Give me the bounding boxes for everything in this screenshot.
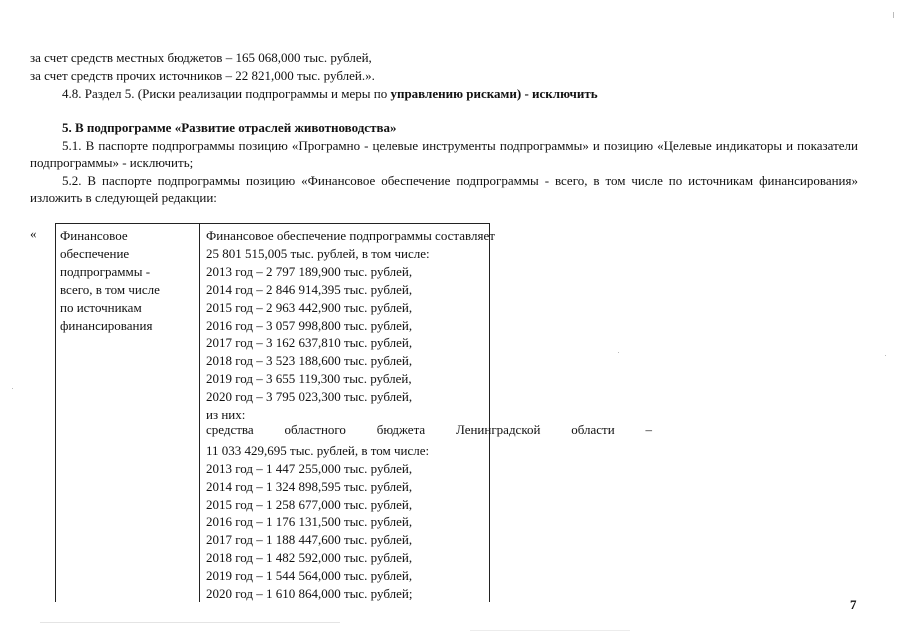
left-cell-line: подпрограммы - [60,264,151,279]
item-5-1: 5.1. В паспорте подпрограммы позицию «Програмно - целевые инструменты подпрограммы» и позицию «Целевые индикаторы и показатели подпрограммы» - исключить; [30,138,858,170]
right-cell-line: 2015 год – 2 963 442,900 тыс. рублей, [206,299,413,315]
right-cell-line: Финансовое обеспечение подпрограммы составляет [206,228,495,243]
funding-word: бюджета [376,422,426,437]
opening-quote: « [30,226,37,241]
funding-word: областного [284,422,346,437]
right-cell-line: 2015 год – 1 258 677,000 тыс. рублей, [206,496,413,512]
intro-line: за счет средств местных бюджетов – 165 068,000 тыс. рублей, [30,50,372,65]
left-cell-line: финансирования [60,318,153,333]
right-cell-line: 2016 год – 1 176 131,500 тыс. рублей, [206,514,413,530]
right-cell-line: 2013 год – 2 797 189,900 тыс. рублей, [206,263,413,279]
right-cell-line: 2016 год – 3 057 998,800 тыс. рублей, [206,317,413,333]
left-cell-line: всего, в том числе [60,282,160,297]
right-cell-line: 2017 год – 3 162 637,810 тыс. рублей, [206,335,413,351]
funding-word: – [645,422,652,437]
right-cell-line: 2018 год – 3 523 188,600 тыс. рублей, [206,353,413,369]
scan-speck [40,622,340,623]
scan-speck [470,630,630,631]
item-5-2: 5.2. В паспорте подпрограммы позицию «Финансовое обеспечение подпрограммы - всего, в том числе по источникам финансирования» изложить в следующей редакции: [30,173,858,205]
funding-table [55,223,495,602]
left-cell-line: обеспечение [60,246,130,261]
table-left-cell [60,227,195,335]
funding-word: средства [206,422,254,437]
item-4-8-bold-text: управлению рисками) - исключить [390,86,598,101]
right-cell-line: 2020 год – 3 795 023,300 тыс. рублей, [206,389,413,405]
left-cell-line: Финансовое [60,228,128,243]
right-cell-line: 2019 год – 3 655 119,300 тыс. рублей, [206,371,412,387]
right-cell-line: 25 801 515,005 тыс. рублей, в том числе: [206,245,430,261]
right-cell-line: 2020 год – 1 610 864,000 тыс. рублей; [206,586,413,602]
funding-word: Ленинградской [455,422,541,437]
right-cell-line: 2017 год – 1 188 447,600 тыс. рублей, [206,532,413,548]
section-heading: 5. В подпрограмме «Развитие отраслей животноводства» [62,120,397,135]
scan-speck [618,352,619,353]
table-right-cell [206,227,495,603]
right-cell-line: 2014 год – 1 324 898,595 тыс. рублей, [206,478,413,494]
table-column-divider [199,224,200,602]
left-cell-line: по источникам [60,300,142,315]
right-cell-line: 2013 год – 1 447 255,000 тыс. рублей, [206,460,413,476]
right-cell-line: 2014 год – 2 846 914,395 тыс. рублей, [206,281,413,297]
right-cell-line: из них: [206,407,246,423]
scan-speck [12,388,13,389]
funding-word: области [571,422,615,437]
right-cell-line: 2018 год – 1 482 592,000 тыс. рублей, [206,550,413,566]
right-cell-line: 11 033 429,695 тыс. рублей, в том числе: [206,442,430,458]
scan-speck [885,355,886,356]
item-4-8-text: 4.8. Раздел 5. (Риски реализации подпрограммы и меры по [62,86,391,101]
intro-line: за счет средств прочих источников – 22 821,000 тыс. рублей.». [30,68,375,83]
page-number: 7 [850,597,857,612]
right-cell-line: 2019 год – 1 544 564,000 тыс. рублей, [206,568,413,584]
item-4-8 [62,86,598,102]
regional-budget-row [206,421,652,439]
scan-speck [893,12,894,18]
